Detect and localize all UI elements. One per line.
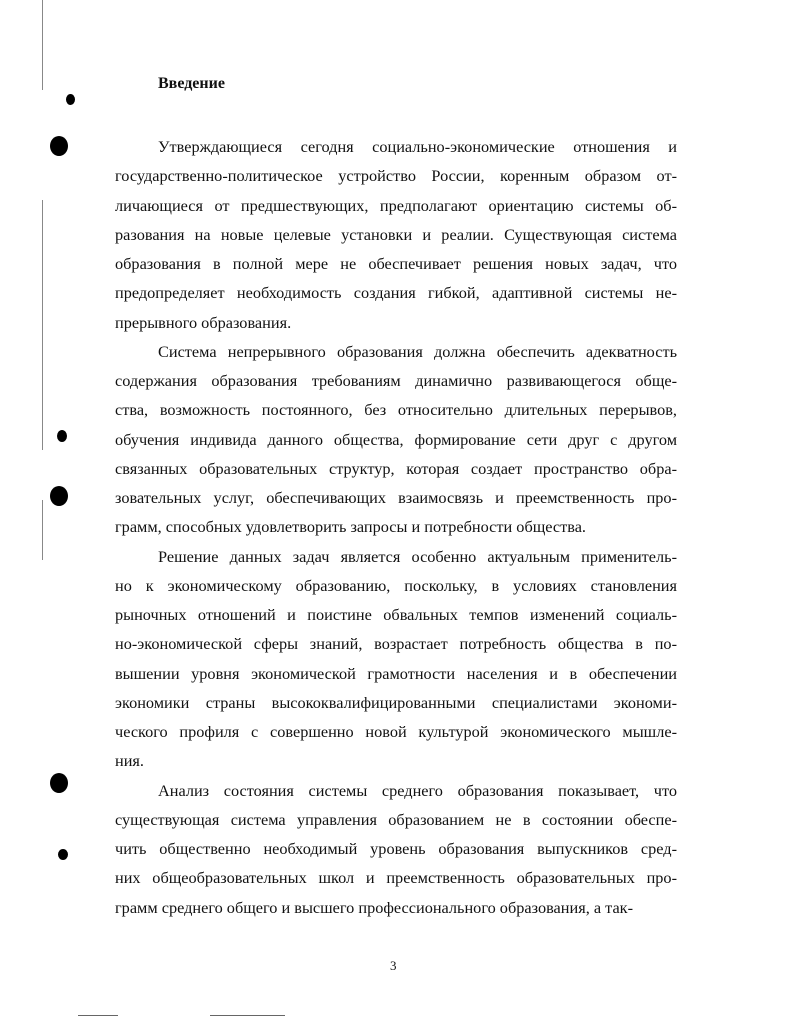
scan-edge-line [42, 200, 43, 450]
text-line: ства, возможность постоянного, без относительно длительных перерывов, [115, 400, 677, 420]
text-line: Система непрерывного образования должна обеспечить адекватность [158, 341, 677, 361]
text-line: содержания образования требованиям динамично развивающегося обще- [115, 371, 677, 390]
text-line: ния. [115, 751, 144, 771]
text-line: Анализ состояния системы среднего образования показывает, что [158, 780, 677, 800]
scan-artifact-line [78, 1015, 118, 1016]
text-line: предопределяет необходимость создания гибкой, адаптивной системы не- [115, 283, 677, 303]
scan-artifact-line [210, 1015, 285, 1016]
binder-hole-mark [58, 849, 68, 860]
text-line: ческого профиля с совершенно новой культурой экономического мышле- [115, 722, 677, 741]
section-title: Введение [158, 75, 225, 92]
text-line: Решение данных задач является особенно актуальным применитель- [158, 546, 677, 566]
text-line: чить общественно необходимый уровень образования выпускников сред- [115, 839, 677, 858]
text-line: рыночных отношений и поистине обвальных темпов изменений социаль- [115, 605, 677, 624]
text-line: существующая система управления образованием не в состоянии обеспе- [115, 809, 677, 829]
text-line: обучения индивида данного общества, формирование сети друг с другом [115, 429, 677, 449]
page-number: 3 [390, 958, 397, 973]
text-line: но-экономической сферы знаний, возрастает потребность общества в по- [115, 634, 677, 654]
text-line: образования в полной мере не обеспечивает решения новых задач, что [115, 254, 677, 273]
scan-edge-line [42, 0, 43, 90]
text-line: государственно-политическое устройство России, коренным образом от- [115, 166, 677, 186]
text-line: личающиеся от предшествующих, предполагают ориентацию системы об- [115, 195, 677, 215]
text-line: связанных образовательных структур, которая создает пространство обра- [115, 458, 677, 478]
text-line: них общеобразовательных школ и преемственность образовательных про- [115, 868, 677, 888]
binder-hole [50, 136, 68, 156]
scan-edge-line [42, 500, 43, 560]
binder-hole [50, 486, 68, 506]
binder-hole-mark [57, 430, 67, 442]
text-line: но к экономическому образованию, поскольку, в условиях становления [115, 575, 677, 595]
text-line: прерывного образования. [115, 312, 292, 332]
binder-hole-mark [66, 94, 75, 105]
text-line: зовательных услуг, обеспечивающих взаимосвязь и преемственность про- [115, 488, 677, 507]
text-line: разования на новые целевые установки и реалии. Существующая система [115, 224, 677, 244]
text-line: грамм среднего общего и высшего профессионального образования, а так- [115, 897, 634, 917]
text-line: Утверждающиеся сегодня социально-экономические отношения и [158, 137, 677, 156]
text-line: вышении уровня экономической грамотности населения и в обеспечении [115, 663, 677, 683]
text-line: экономики страны высококвалифицированными специалистами экономи- [115, 692, 677, 712]
binder-hole [50, 773, 68, 793]
text-line: грамм, способных удовлетворить запросы и потребности общества. [115, 517, 587, 537]
